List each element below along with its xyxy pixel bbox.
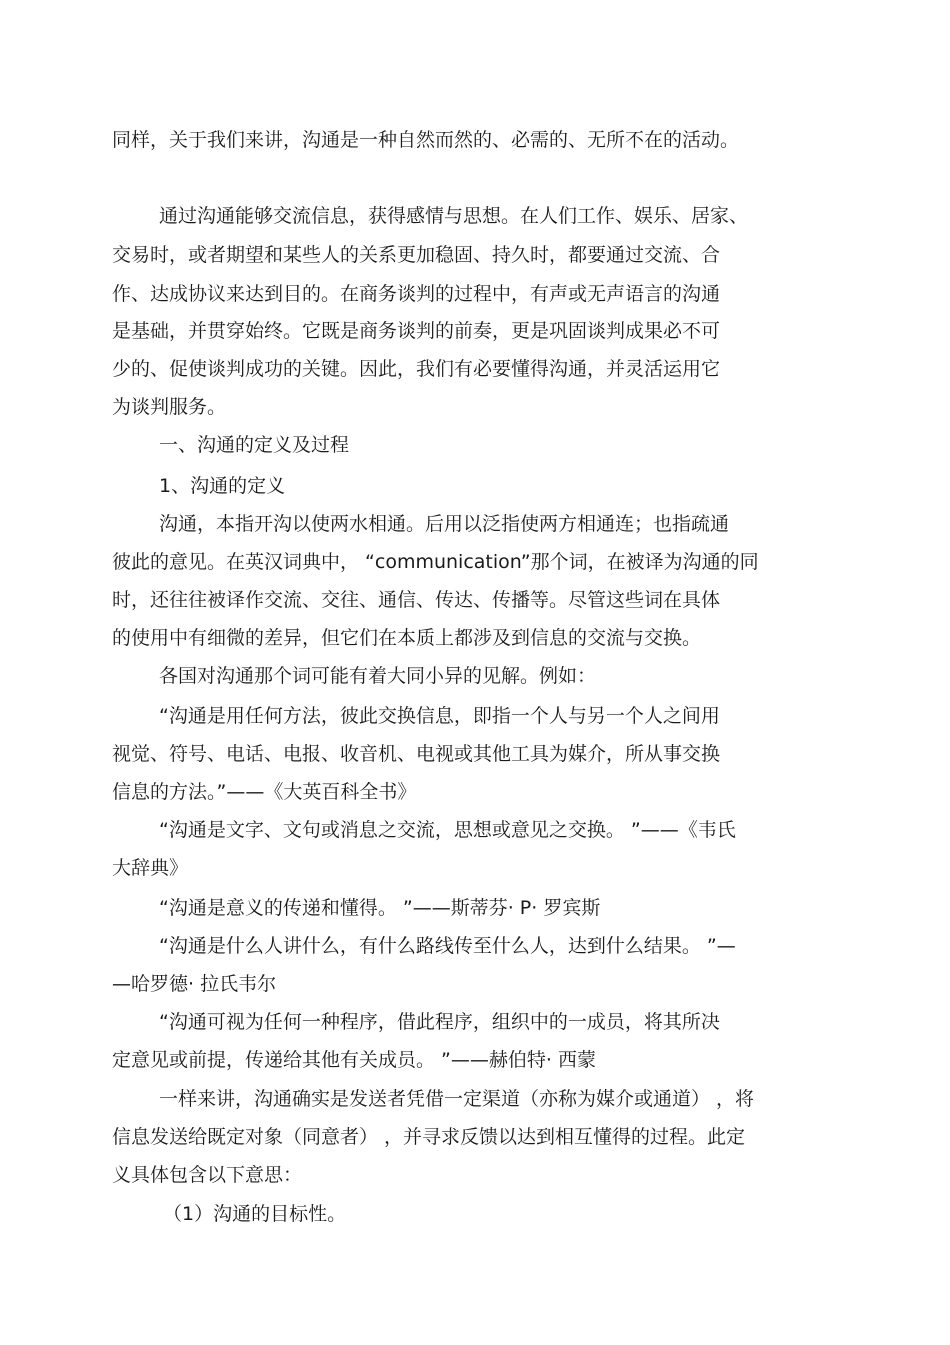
text-line: 时，还往往被译作交流、交往、通信、传达、传播等。尽管这些词在具体 bbox=[112, 589, 721, 611]
text-line: 彼此的意见。在英汉词典中， “communication”那个词，在被译为沟通的同 bbox=[112, 551, 759, 573]
list-item: （1）沟通的目标性。 bbox=[163, 1203, 347, 1225]
text-line: 义具体包含以下意思： bbox=[112, 1164, 303, 1186]
text-line: 视觉、符号、电话、电报、收音机、电视或其他工具为媒介，所从事交换 bbox=[112, 743, 721, 765]
text-line: 作、达成协议来达到目的。在商务谈判的过程中，有声或无声语言的沟通 bbox=[112, 283, 721, 305]
quote-first-line: “沟通是什么人讲什么，有什么路线传至什么人，达到什么结果。 ”— bbox=[159, 935, 736, 957]
text-line: 信息的方法。”——《大英百科全书》 bbox=[112, 781, 417, 803]
text-line: 交易时，或者期望和某些人的关系更加稳固、持久时，都要通过交流、合 bbox=[112, 244, 721, 266]
paragraph-first-line: 沟通，本指开沟以使两水相通。后用以泛指使两方相通连；也指疏通 bbox=[159, 513, 730, 535]
text-line: 的使用中有细微的差异，但它们在本质上都涉及到信息的交流与交换。 bbox=[112, 627, 702, 649]
text-line: 少的、促使谈判成功的关键。因此，我们有必要懂得沟通，并灵活运用它 bbox=[112, 358, 721, 380]
paragraph-first-line: 各国对沟通那个词可能有着大同小异的见解。例如： bbox=[159, 665, 597, 687]
text-line: 是基础，并贯穿始终。它既是商务谈判的前奏，更是巩固谈判成果必不可 bbox=[112, 320, 721, 342]
paragraph-first-line: 一样来讲，沟通确实是发送者凭借一定渠道（亦称为媒介或通道） ，将 bbox=[159, 1088, 755, 1110]
quote-first-line: “沟通可视为任何一种程序，借此程序，组织中的一成员，将其所决 bbox=[159, 1011, 720, 1033]
text-line: 为谈判服务。 bbox=[112, 396, 227, 418]
quote-first-line: “沟通是文字、文句或消息之交流，思想或意见之交换。 ”——《韦氏 bbox=[159, 819, 736, 841]
text-line: 信息发送给既定对象（同意者） ，并寻求反馈以达到相互懂得的过程。此定 bbox=[112, 1126, 746, 1148]
subsection-heading: 1、沟通的定义 bbox=[159, 475, 286, 497]
section-heading: 一、沟通的定义及过程 bbox=[159, 434, 350, 456]
text-line: 同样，关于我们来讲，沟通是一种自然而然的、必需的、无所不在的活动。 bbox=[112, 129, 740, 151]
quote-first-line: “沟通是意义的传递和懂得。 ”——斯蒂芬· P· 罗宾斯 bbox=[159, 897, 601, 919]
text-line: —哈罗德· 拉氏韦尔 bbox=[112, 973, 277, 995]
quote-first-line: “沟通是用任何方法，彼此交换信息，即指一个人与另一个人之间用 bbox=[159, 705, 720, 727]
text-line: 定意见或前提，传递给其他有关成员。 ”——赫伯特· 西蒙 bbox=[112, 1049, 596, 1071]
text-line: 大辞典》 bbox=[112, 857, 189, 879]
paragraph-first-line: 通过沟通能够交流信息，获得感情与思想。在人们工作、娱乐、居家、 bbox=[159, 205, 749, 227]
